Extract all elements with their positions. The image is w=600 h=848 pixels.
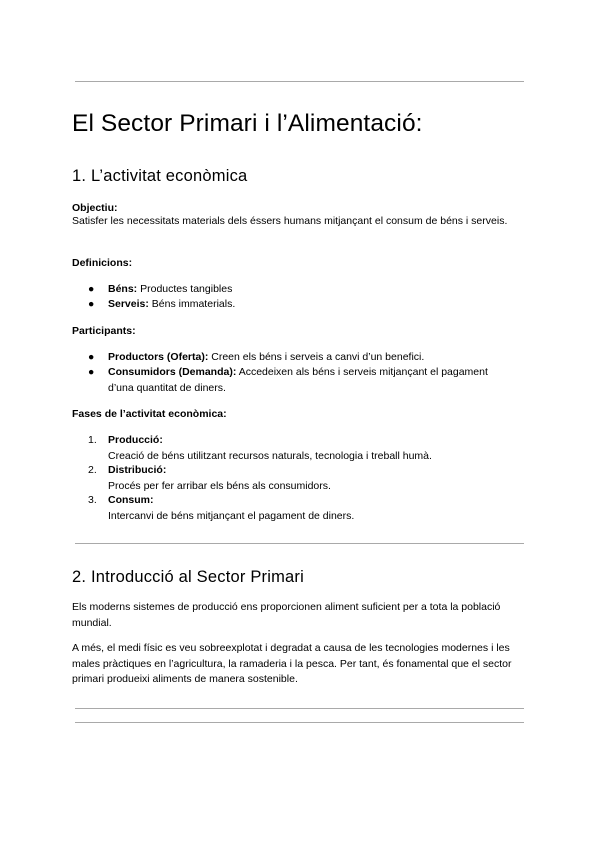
objective-label: Objectiu:	[72, 202, 118, 214]
phase-term: Producció:	[108, 434, 163, 446]
participant-term: Consumidors (Demanda):	[108, 366, 237, 378]
section-1-heading: 1. L’activitat econòmica	[72, 167, 248, 185]
bullet-icon: ●	[88, 351, 95, 363]
objective-text: Satisfer les necessitats materials dels éssers humans mitjançant el consum de béns i serveis.	[72, 215, 508, 227]
list-number: 1.	[88, 434, 97, 446]
document-title: El Sector Primari i l’Alimentació:	[72, 110, 423, 137]
bullet-icon: ●	[88, 366, 95, 378]
participant-desc: Accedeixen als béns i serveis mitjançant el pagament d’una quantitat de diners.	[108, 366, 488, 394]
phase-desc: Creació de béns utilitzant recursos naturals, tecnologia i treball humà.	[108, 449, 432, 462]
phases-label: Fases de l’activitat econòmica:	[72, 408, 227, 420]
phase-term: Distribució:	[108, 464, 167, 476]
list-number: 2.	[88, 464, 97, 476]
paragraph: A més, el medi físic es veu sobreexplotat i degradat a causa de les tecnologies modernes i les males pràctiques en l’agricultura, la ramaderia i la pesca. Per tant, és fonamental que el sector primari produeixi aliments de manera sostenible.	[72, 642, 512, 685]
paragraph: Els moderns sistemes de producció ens proporcionen aliment suficient per a tota la població mundial.	[72, 601, 501, 629]
section-2-heading: 2. Introducció al Sector Primari	[72, 568, 304, 586]
horizontal-rule	[75, 81, 524, 82]
definition-desc: Productes tangibles	[140, 283, 233, 295]
phase-desc: Intercanvi de béns mitjançant el pagament de diners.	[108, 509, 355, 522]
phase-term: Consum:	[108, 494, 154, 506]
participants-label: Participants:	[72, 325, 136, 337]
horizontal-rule	[75, 722, 524, 723]
bullet-icon: ●	[88, 298, 95, 310]
horizontal-rule	[75, 543, 524, 544]
list-number: 3.	[88, 494, 97, 506]
definition-term: Béns:	[108, 283, 138, 295]
participant-term: Productors (Oferta):	[108, 351, 209, 363]
participant-desc: Creen els béns i serveis a canvi d’un benefici.	[211, 351, 425, 363]
definition-term: Serveis:	[108, 298, 149, 310]
phase-desc: Procés per fer arribar els béns als consumidors.	[108, 479, 331, 492]
definition-desc: Béns immaterials.	[151, 298, 236, 310]
definitions-label: Definicions:	[72, 257, 133, 269]
horizontal-rule	[75, 708, 524, 709]
bullet-icon: ●	[88, 283, 95, 295]
